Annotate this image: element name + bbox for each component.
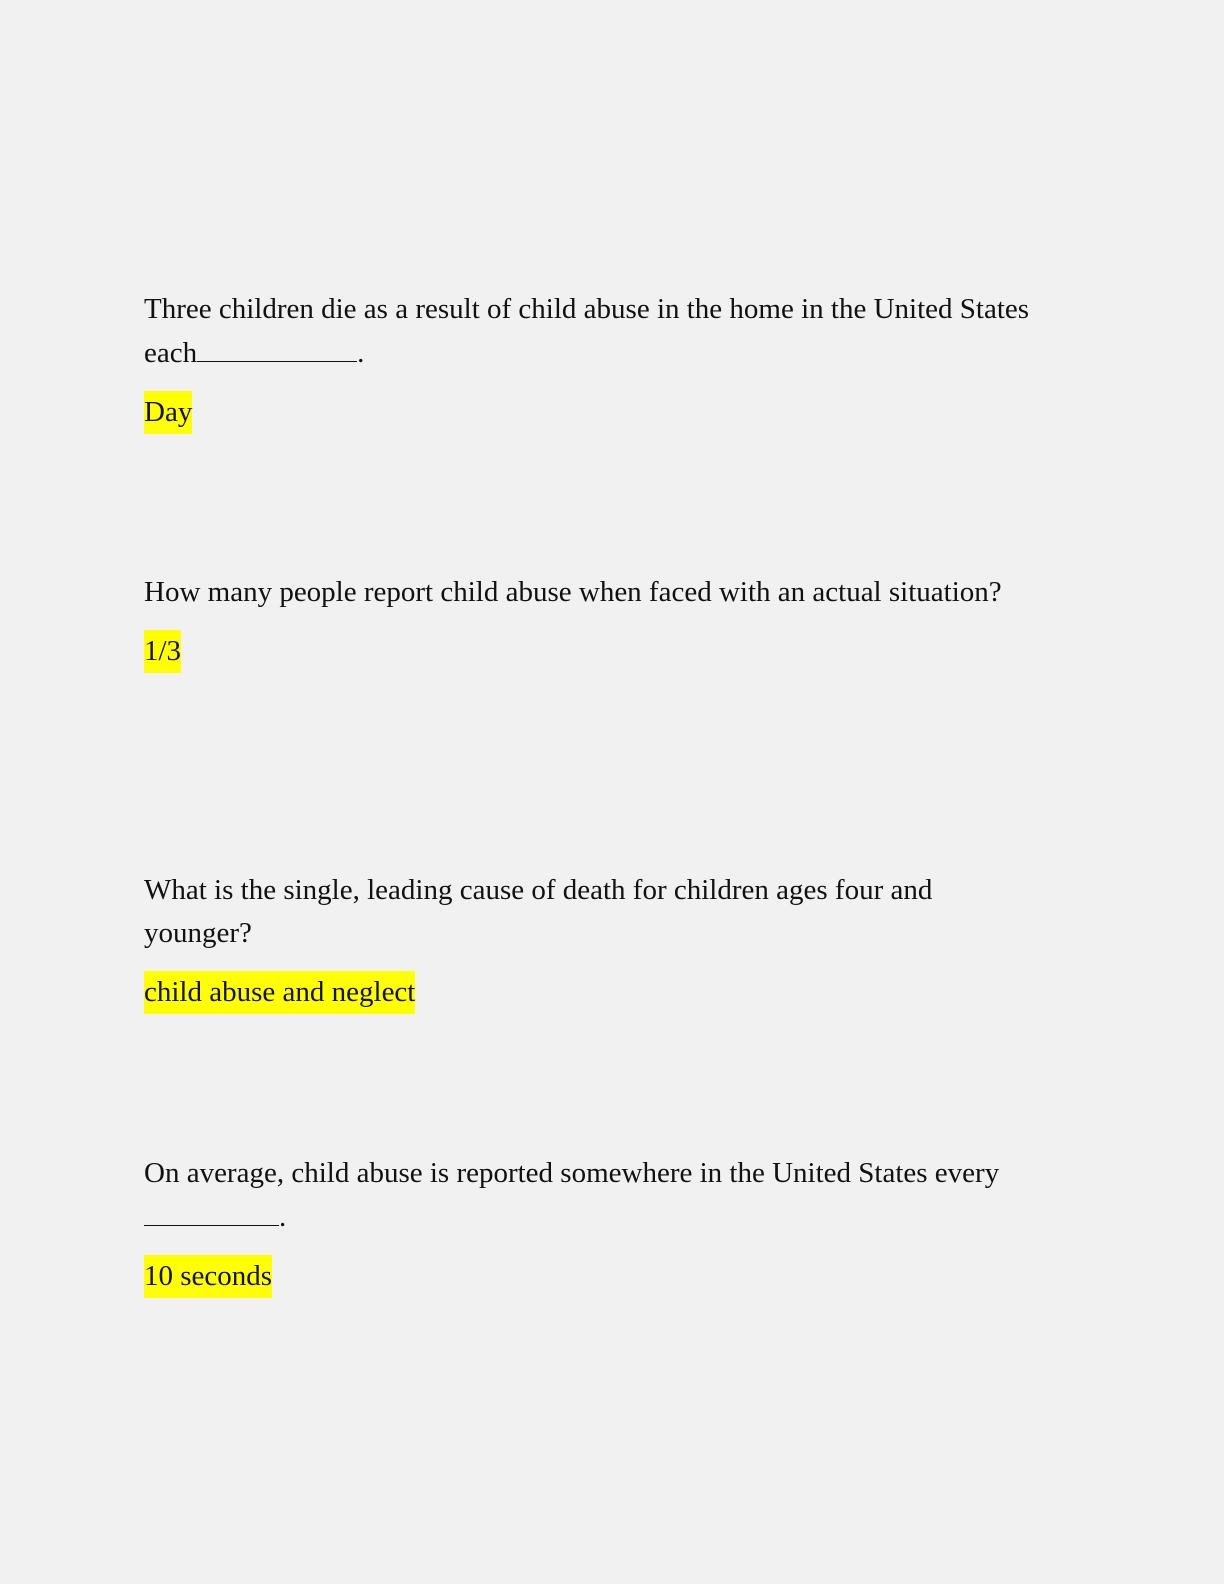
question-text — [144, 288, 1054, 375]
question-block-4 — [144, 1152, 1054, 1298]
question-text-end: . — [357, 337, 365, 369]
question-text-part: Three children die as a result of child abuse in the home in the United States each — [144, 293, 1030, 369]
highlighted-answer: Day — [144, 391, 192, 434]
question-text-end: . — [279, 1201, 287, 1233]
highlighted-answer: 1/3 — [144, 630, 181, 673]
question-text — [144, 869, 944, 955]
question-text-part: How many people report child abuse when faced with an actual situation? — [144, 576, 1002, 608]
highlighted-answer: child abuse and neglect — [144, 971, 415, 1014]
highlighted-answer: 10 seconds — [144, 1255, 272, 1298]
answer-blank — [197, 331, 357, 362]
question-block-3 — [144, 869, 1054, 1014]
question-text — [144, 1152, 1054, 1239]
question-block-2 — [144, 571, 1054, 673]
question-text-part: On average, child abuse is reported somewhere in the United States every — [144, 1157, 1000, 1189]
answer-blank — [144, 1195, 279, 1226]
question-text-part: What is the single, leading cause of death for children ages four and younger? — [144, 874, 933, 949]
question-block-1 — [144, 288, 1054, 434]
question-text — [144, 571, 1054, 614]
